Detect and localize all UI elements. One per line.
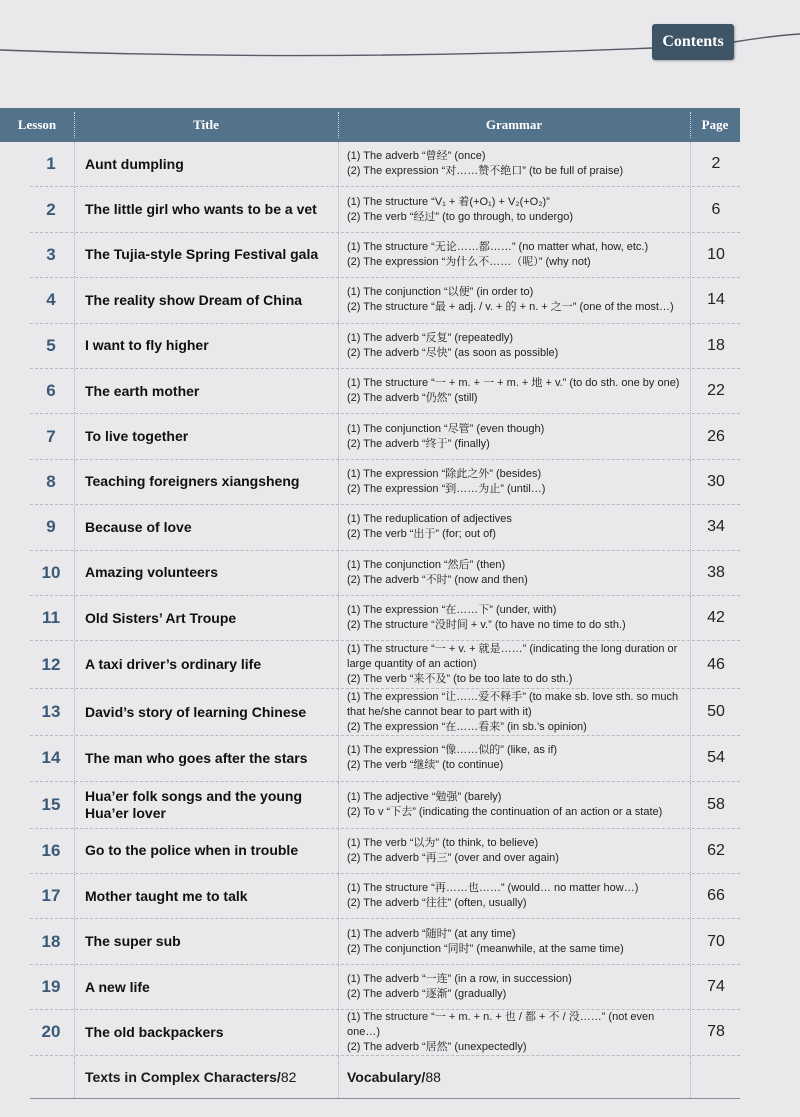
lesson-grammar [338,324,690,368]
grammar-point-2: (2) The adverb “终于” (finally) [347,437,490,450]
lesson-number: 19 [41,977,61,997]
contents-table [30,142,740,1099]
grammar-point-2: (2) The adverb “往往” (often, usually) [347,897,527,910]
lesson-row[interactable] [30,278,740,323]
lesson-grammar [338,187,690,231]
lesson-grammar [338,641,690,688]
lesson-number: 11 [42,608,60,628]
table-header [0,108,740,142]
grammar-point-1: (1) The structure “一 + m. + 一 + m. + 地 + v.” (to do sth. one by one) [347,377,680,390]
grammar-point-2: (2) The verb “经过” (to go through, to undergo) [347,210,574,223]
header-title: Title [193,117,219,132]
grammar-point-1: (1) The verb “以为” (to think, to believe) [347,836,539,849]
lesson-title: A taxi driver’s ordinary life [74,641,338,688]
lesson-number: 2 [46,199,56,219]
contents-tab: Contents [652,24,734,60]
lesson-page: 62 [690,829,741,873]
grammar-point-1: (1) The adverb “随时” (at any time) [347,927,516,940]
lesson-title: Because of love [74,505,338,549]
lesson-page: 18 [690,324,741,368]
lesson-page: 74 [690,965,741,1009]
lesson-title: The little girl who wants to be a vet [74,187,338,231]
footer-page-cell [690,1056,741,1098]
lesson-grammar [338,829,690,873]
lesson-grammar [338,689,690,736]
lesson-title: Hua’er folk songs and the young Hua’er lover [74,782,338,828]
lesson-number: 5 [46,335,56,355]
grammar-point-1: (1) The conjunction “尽管” (even though) [347,422,545,435]
grammar-point-1: (1) The conjunction “然后” (then) [347,558,506,571]
complex-characters-page: 82 [280,1068,297,1085]
lesson-page: 30 [690,460,741,504]
grammar-point-1: (1) The adverb “曾经” (once) [347,150,486,163]
grammar-point-2: (2) The expression “在……看来” (in sb.’s opinion) [347,720,587,733]
grammar-point-2: (2) The adverb “不时” (now and then) [347,573,528,586]
lesson-title: The super sub [74,919,338,963]
lesson-row[interactable] [30,874,740,919]
grammar-point-1: (1) The reduplication of adjectives [347,513,512,526]
lesson-row[interactable] [30,233,740,278]
grammar-point-2: (2) The adverb “再三” (over and over again) [347,851,559,864]
complex-characters-entry[interactable] [74,1056,338,1098]
lesson-row[interactable] [30,460,740,505]
lesson-row[interactable] [30,736,740,781]
lesson-row[interactable] [30,965,740,1010]
vocabulary-entry[interactable] [338,1056,690,1098]
lesson-grammar [338,505,690,549]
grammar-point-1: (1) The expression “让……爱不释手” (to make sb. love sth. so much that he/she cannot bear to part with it) [347,690,679,718]
grammar-point-1: (1) The expression “除此之外” (besides) [347,467,542,480]
lesson-row[interactable] [30,369,740,414]
lesson-row[interactable] [30,1010,740,1055]
lesson-title: Aunt dumpling [74,142,338,186]
grammar-point-2: (2) The expression “为什么不……（呢）” (why not) [347,255,591,268]
grammar-point-1: (1) The adjective “勉强” (barely) [347,790,502,803]
lesson-page: 10 [690,233,741,277]
lesson-number: 17 [41,886,61,906]
lesson-row[interactable] [30,782,740,829]
lesson-row[interactable] [30,829,740,874]
lesson-grammar [338,919,690,963]
lesson-title: I want to fly higher [74,324,338,368]
lesson-row[interactable] [30,505,740,550]
lesson-number: 16 [41,840,61,860]
lesson-number: 9 [46,517,56,537]
lesson-title: Old Sisters’ Art Troupe [74,596,338,640]
grammar-point-2: (2) The verb “来不及” (to be too late to do sth.) [347,673,573,686]
grammar-point-1: (1) The adverb “反复” (repeatedly) [347,331,514,344]
lesson-grammar [338,874,690,918]
complex-characters-label: Texts in Complex Characters/ [85,1068,281,1085]
grammar-point-1: (1) The structure “无论……都……” (no matter what, how, etc.) [347,240,649,253]
grammar-point-1: (1) The conjunction “以便” (in order to) [347,286,534,299]
lesson-title: A new life [74,965,338,1009]
grammar-point-2: (2) The verb “继续” (to continue) [347,759,504,772]
lesson-page: 38 [690,551,741,595]
lesson-row[interactable] [30,142,740,187]
appendix-row [30,1056,740,1099]
lesson-row[interactable] [30,689,740,737]
lesson-page: 42 [690,596,741,640]
lesson-grammar [338,596,690,640]
grammar-point-2: (2) The adverb “仍然” (still) [347,392,478,405]
grammar-point-2: (2) The structure “最 + adj. / v. + 的 + n. + 之一” (one of the most…) [347,301,674,314]
lesson-title: Amazing volunteers [74,551,338,595]
lesson-grammar [338,460,690,504]
lesson-grammar [338,142,690,186]
header-grammar: Grammar [485,117,543,132]
lesson-number: 8 [46,471,56,491]
lesson-grammar [338,369,690,413]
lesson-row[interactable] [30,596,740,641]
grammar-point-2: (2) The adverb “逐渐” (gradually) [347,988,507,1001]
grammar-point-1: (1) The structure “V₁ + 着(+O₁) + V₂(+O₂)” [347,195,550,208]
lesson-grammar [338,278,690,322]
grammar-point-2: (2) The expression “对……赞不绝口” (to be full of praise) [347,165,624,178]
lesson-grammar [338,1010,690,1054]
lesson-page: 22 [690,369,741,413]
lesson-grammar [338,965,690,1009]
lesson-title: Go to the police when in trouble [74,829,338,873]
lesson-number: 13 [41,702,61,722]
vocabulary-page: 88 [425,1068,441,1085]
lesson-grammar [338,736,690,780]
lesson-title: The Tujia-style Spring Festival gala [74,233,338,277]
lesson-grammar [338,782,690,828]
lesson-title: To live together [74,414,338,458]
lesson-title: The reality show Dream of China [74,278,338,322]
lesson-number: 14 [41,748,61,768]
lesson-row[interactable] [30,641,740,689]
grammar-point-1: (1) The expression “像……似的” (like, as if) [347,744,558,757]
lesson-grammar [338,551,690,595]
grammar-point-2: (2) The conjunction “同时” (meanwhile, at the same time) [347,942,624,955]
grammar-point-1: (1) The adverb “一连” (in a row, in succession) [347,973,572,986]
lesson-page: 70 [690,919,741,963]
lesson-page: 78 [690,1010,741,1054]
lesson-row[interactable] [30,187,740,232]
lesson-row[interactable] [30,551,740,596]
lesson-page: 50 [690,689,741,736]
header-page: Page [701,117,729,132]
lesson-page: 66 [690,874,741,918]
lesson-page: 6 [690,187,741,231]
lesson-number: 10 [41,562,61,582]
lesson-row[interactable] [30,324,740,369]
lesson-title: The earth mother [74,369,338,413]
grammar-point-2: (2) The adverb “居然” (unexpectedly) [347,1040,527,1053]
grammar-point-2: (2) To v “下去” (indicating the continuation of an action or a state) [347,805,663,818]
lesson-number: 12 [41,654,61,674]
grammar-point-1: (1) The structure “一 + m. + n. + 也 / 都 + 不 / 没……” (not even one…) [347,1010,655,1038]
lesson-page: 46 [690,641,741,688]
grammar-point-2: (2) The structure “没时间 + v.” (to have no time to do sth.) [347,619,626,632]
lesson-page: 14 [690,278,741,322]
lesson-page: 34 [690,505,741,549]
lesson-title: David’s story of learning Chinese [74,689,338,736]
vocabulary-label: Vocabulary/ [347,1068,426,1085]
lesson-number: 18 [41,931,61,951]
lesson-title: The man who goes after the stars [74,736,338,780]
lesson-number: 15 [41,794,61,814]
grammar-point-1: (1) The expression “在……下” (under, with) [347,604,557,617]
lesson-page: 54 [690,736,741,780]
lesson-row[interactable] [30,919,740,964]
lesson-page: 58 [690,782,741,828]
lesson-title: Mother taught me to talk [74,874,338,918]
grammar-point-1: (1) The structure “再……也……” (would… no matter how…) [347,882,639,895]
lesson-grammar [338,233,690,277]
lesson-number: 3 [46,244,56,264]
lesson-title: The old backpackers [74,1010,338,1054]
lesson-number: 7 [46,426,56,446]
lesson-number: 4 [46,290,56,310]
header-lesson: Lesson [17,117,57,132]
lesson-number: 1 [46,154,56,174]
lesson-grammar [338,414,690,458]
lesson-page: 2 [690,142,741,186]
grammar-point-2: (2) The adverb “尽快” (as soon as possible) [347,346,559,359]
lesson-title: Teaching foreigners xiangsheng [74,460,338,504]
grammar-point-1: (1) The structure “一 + v. + 就是……” (indicating the long duration or large quantity of an action) [347,643,678,671]
lesson-page: 26 [690,414,741,458]
lesson-number: 6 [46,381,56,401]
lesson-number: 20 [41,1022,61,1042]
grammar-point-2: (2) The expression “到……为止” (until…) [347,482,546,495]
grammar-point-2: (2) The verb “出于” (for; out of) [347,528,496,541]
lesson-row[interactable] [30,414,740,459]
